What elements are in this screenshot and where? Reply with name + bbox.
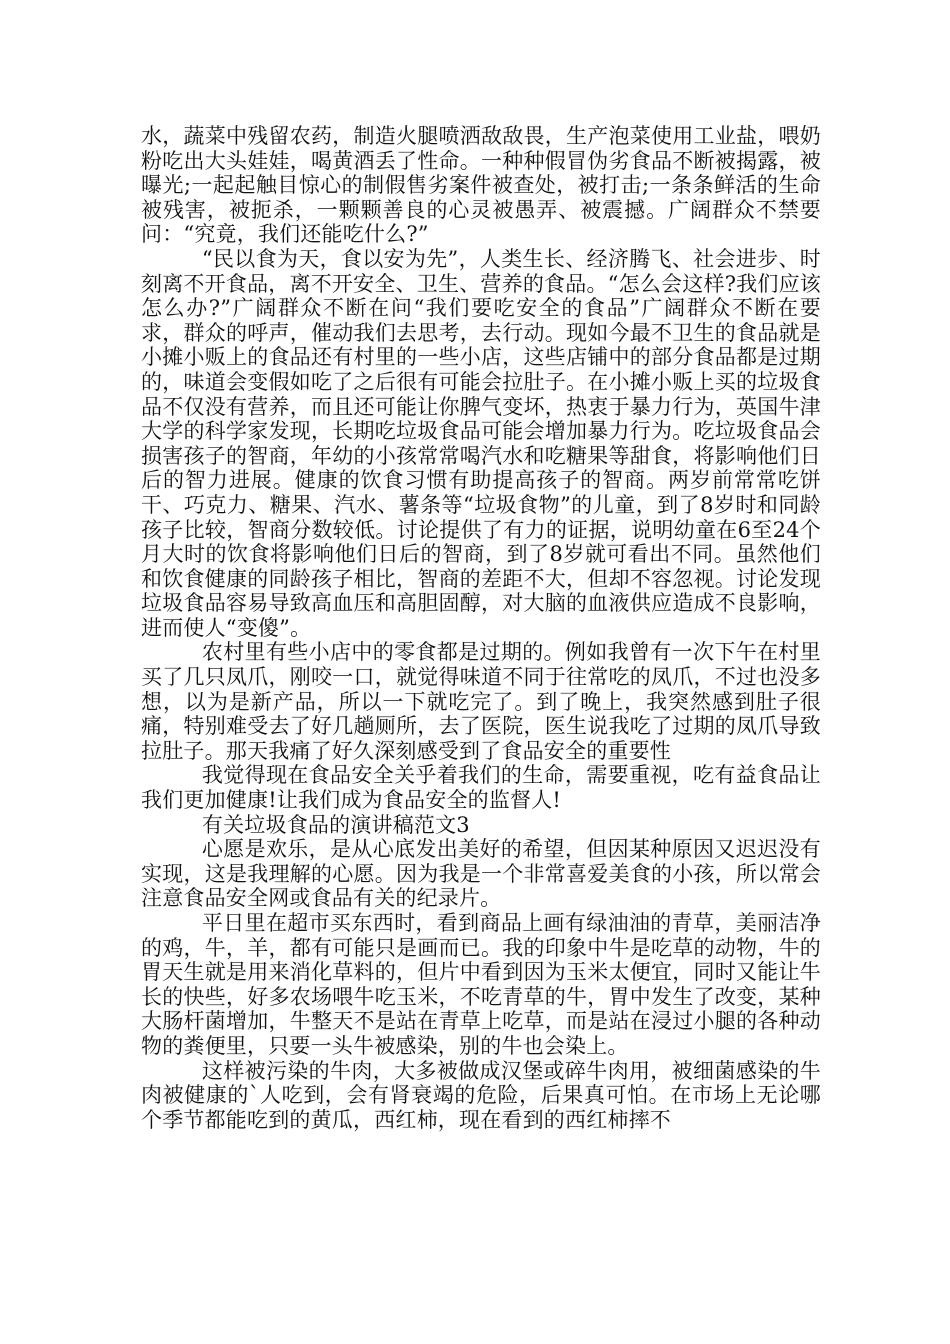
paragraph-village-shop: 农村里有些小店中的零食都是过期的。例如我曾有一次下午在村里买了几只凤爪，刚咬一口，就觉得味道不同于往常吃的凤爪，不过也没多想，以为是新产品，所以一下就吃完了。到了晚上，我突然感到肚子很痛，特别难受去了好几趟厕所，去了医院，医生说我吃了过期的凤爪导致拉肚子。那天我痛了好久深刻感受到了食品安全的重要性 (141, 640, 821, 763)
paragraph-conclusion: 我觉得现在食品安全关乎着我们的生命，需要重视，吃有益食品让我们更加健康!让我们成为食品安全的监督人! (141, 763, 821, 813)
section-heading: 有关垃圾食品的演讲稿范文3 (201, 812, 470, 837)
document-body (141, 124, 821, 1132)
paragraph-supermarket: 平日里在超市买东西时，看到商品上画有绿油油的青草，美丽洁净的鸡，牛，羊，都有可能只是画而已。我的印象中牛是吃草的动物，牛的胃天生就是用来消化草料的，但片中看到因为玉米太便宜，同时又能让牛长的快些，好多农场喂牛吃玉米，不吃青草的牛，胃中发生了改变，某种大肠杆菌增加，牛整天不是站在青草上吃草，而是站在浸过小腿的各种动物的粪便里，只要一头牛被感染，别的牛也会染上。 (141, 911, 821, 1058)
paragraph-food-safety: “民以食为天，食以安为先”，人类生长、经济腾飞、社会进步、时刻离不开食品，离不开安全、卫生、营养的食品。“怎么会这样?我们应该怎么办?”广阔群众不断在问“我们要吃安全的食品”广阔群众不断在要求，群众的呼声，催动我们去思考，去行动。现如今最不卫生的食品就是小摊小贩上的食品还有村里的一些小店，这些店铺中的部分食品都是过期的，味道会变假如吃了之后很有可能会拉肚子。在小摊小贩上买的垃圾食品不仅没有营养，而且还可能让你脾气变坏，热衷于暴力行为，英国牛津大学的科学家发现，长期吃垃圾食品可能会增加暴力行为。吃垃圾食品会损害孩子的智商，年幼的小孩常常喝汽水和吃糖果等甜食，将影响他们日后的智力进展。健康的饮食习惯有助提高孩子的智商。两岁前常常吃饼干、巧克力、糖果、汽水、薯条等“垃圾食物”的儿童，到了8岁时和同龄孩子比较，智商分数较低。讨论提供了有力的证据，说明幼童在6至24个月大时的饮食将影响他们日后的智商，到了8岁就可看出不同。虽然他们和饮食健康的同龄孩子相比，智商的差距不大，但却不容忽视。讨论发现垃圾食品容易导致高血压和高胆固醇，对大脑的血液供应造成不良影响，进而使人“变傻”。 (141, 246, 821, 640)
paragraph-contaminated-beef: 这样被污染的牛肉，大多被做成汉堡或碎牛肉用，被细菌感染的牛肉被健康的`人吃到，会有肾衰竭的危险，后果真可怕。在市场上无论哪个季节都能吃到的黄瓜，西红柿，现在看到的西红柿摔不 (141, 1058, 821, 1132)
paragraph-wish: 心愿是欢乐，是从心底发出美好的希望，但因某种原因又迟迟没有实现，这是我理解的心愿。因为我是一个非常喜爱美食的小孩，所以常会注意食品安全网或食品有关的纪录片。 (141, 837, 821, 911)
paragraph-continuation: 水，蔬菜中残留农药，制造火腿喷洒敌敌畏，生产泡菜使用工业盐，喂奶粉吃出大头娃娃，喝黄酒丢了性命。一种种假冒伪劣食品不断被揭露，被曝光;一起起触目惊心的制假售劣案件被查处，被打击;一条条鲜活的生命被残害，被扼杀，一颗颗善良的心灵被愚弄、被震撼。广阔群众不禁要问：“究竟，我们还能吃什么?” (141, 124, 821, 247)
